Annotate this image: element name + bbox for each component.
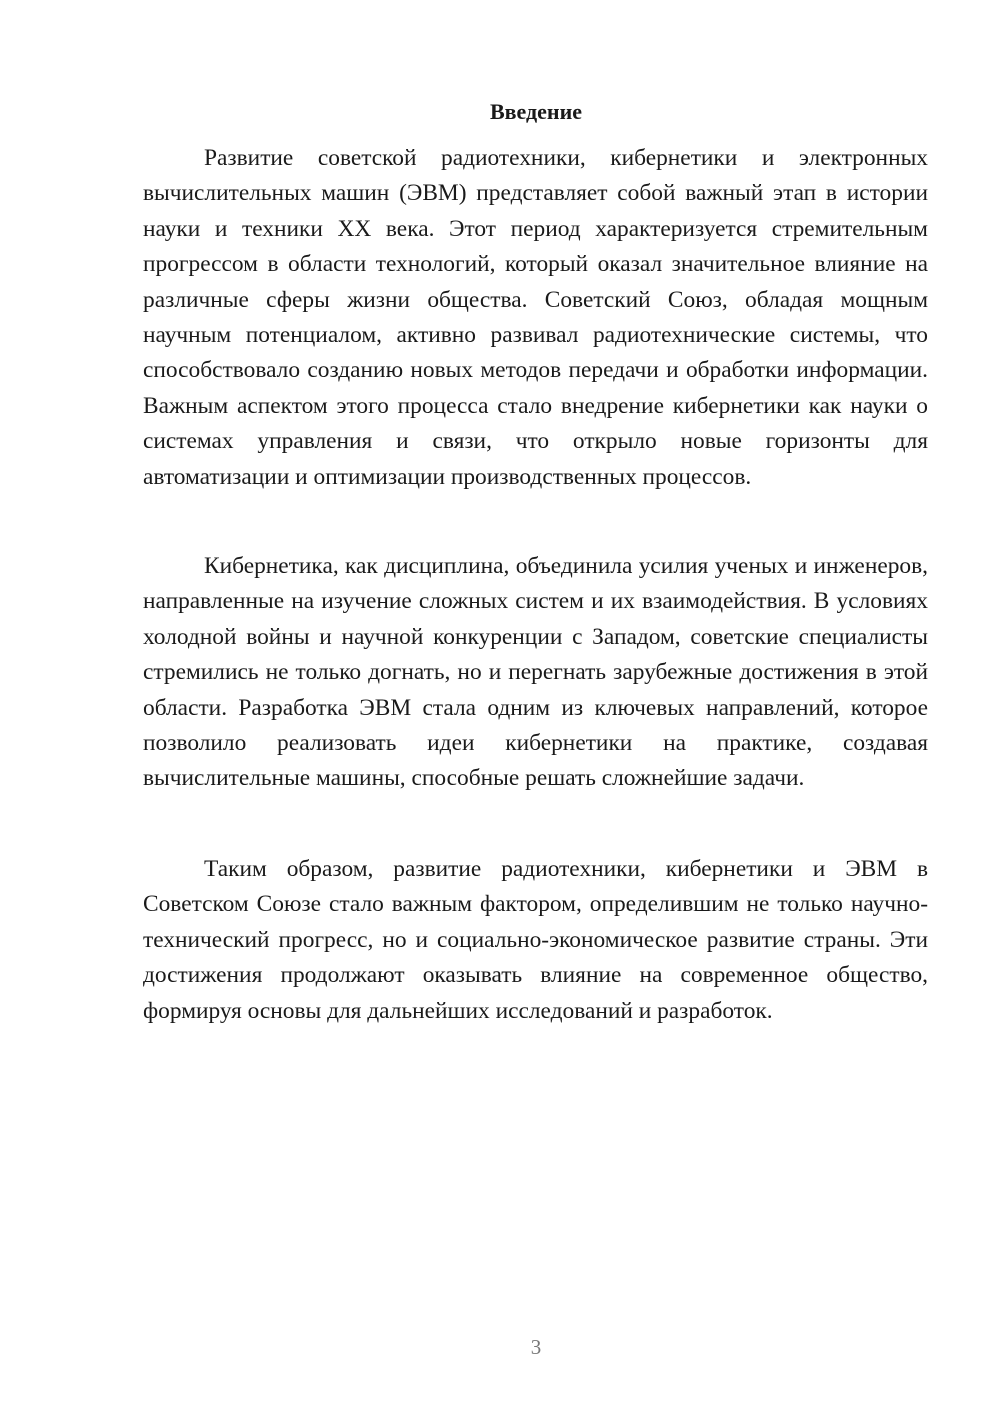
section-heading: Введение (489, 99, 583, 124)
body-paragraph: Развитие советской радиотехники, кибернетики и электронных вычислительных машин (ЭВМ) представляет собой важный этап в истории науки и техники XX века. Этот период характеризуется стремительным прогрессом в области технологий, который оказал значительное влияние на различные сферы жизни общества. Советский Союз, обладая мощным научным потенциалом, активно развивал радиотехнические системы, что способствовало созданию новых методов передачи и обработки информации. Важным аспектом этого процесса стало внедрение кибернетики как науки о системах управления и связи, что открыло новые горизонты для автоматизации и оптимизации производственных процессов. (143, 145, 928, 490)
body-paragraph: Кибернетика, как дисциплина, объединила усилия ученых и инженеров, направленные на изучение сложных систем и их взаимодействия. В условиях холодной войны и научной конкуренции с Западом, советские специалисты стремились не только догнать, но и перегнать зарубежные достижения в этой области. Разработка ЭВМ стала одним из ключевых направлений, которое позволило реализовать идеи кибернетики на практике, создавая вычислительные машины, способные решать сложнейшие задачи. (143, 553, 928, 792)
body-paragraph: Таким образом, развитие радиотехники, кибернетики и ЭВМ в Советском Союзе стало важным фактором, определившим не только научно-технический прогресс, но и социально-экономическое развитие страны. Эти достижения продолжают оказывать влияние на современное общество, формируя основы для дальнейших исследований и разработок. (143, 856, 928, 1024)
page-number: 3 (530, 1335, 542, 1359)
